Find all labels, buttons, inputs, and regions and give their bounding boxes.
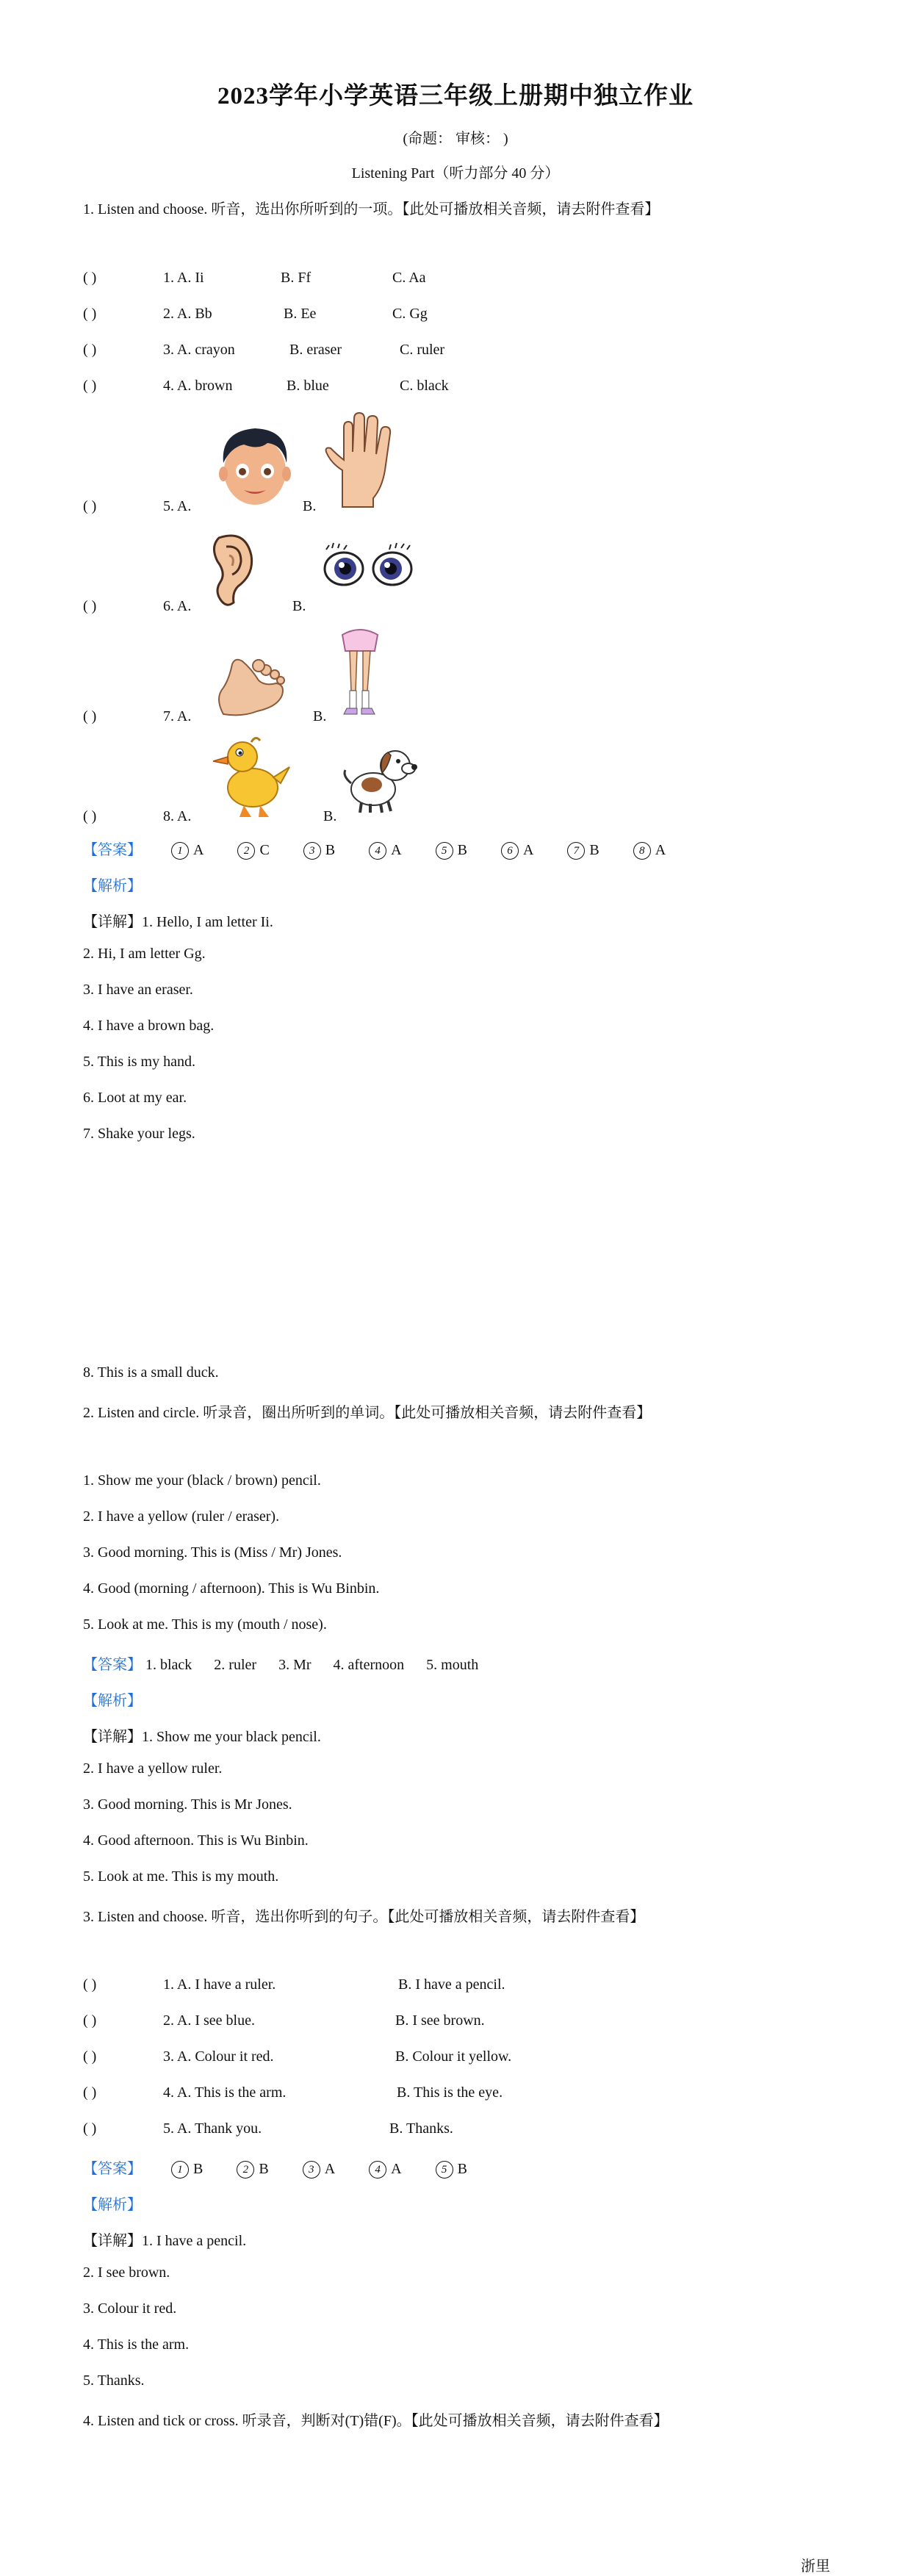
detail-line: 5. Thanks. (83, 2372, 145, 2389)
answer-blank[interactable]: ( ) (83, 378, 97, 394)
foot-icon[interactable] (213, 654, 287, 720)
part2-item: 3. Good morning. This is (Miss / Mr) Jones. (83, 1544, 342, 1561)
answer-4: 4 A (369, 2161, 401, 2179)
part2-item: 4. Good (morning / afternoon). This is Wu Binbin. (83, 1580, 380, 1597)
part2-item: 1. Show me your (black / brown) pencil. (83, 1472, 321, 1489)
part3-option-b: B. Thanks. (389, 2120, 453, 2137)
part3-option-b: B. Colour it yellow. (395, 2048, 512, 2065)
detail-line: 4. This is the arm. (83, 2336, 190, 2353)
detail-line: 8. This is a small duck. (83, 1364, 219, 1381)
dog-icon[interactable] (339, 742, 420, 816)
question-2-option-b: B. Ee (284, 306, 317, 322)
answer-8: 8 A (633, 842, 666, 860)
eyes-icon[interactable] (322, 542, 414, 588)
detail-line: 3. Good morning. This is Mr Jones. (83, 1796, 292, 1813)
detail-line: 3. I have an eraser. (83, 982, 193, 998)
answer-label: 【答案】 (83, 1657, 142, 1673)
question-4-option-a: 4. A. brown (163, 378, 233, 394)
answer-text: 1. black 2. ruler 3. Mr 4. afternoon 5. mouth (145, 1657, 479, 1673)
answer-3: 3 B (303, 842, 335, 860)
answer-blank[interactable]: ( ) (83, 2048, 97, 2065)
detail-line: 3. Colour it red. (83, 2300, 177, 2317)
answer-blank[interactable]: ( ) (83, 2012, 97, 2029)
question-5-option-b: B. (303, 498, 317, 514)
detail-line: 【详解】1. Hello, I am letter Ii. (83, 914, 273, 930)
part4-heading: 4. Listen and tick or cross. 听录音，判断对(T)错(F)。【此处可播放相关音频，请去附件查看】 (83, 2413, 669, 2429)
answer-blank[interactable]: ( ) (83, 2120, 97, 2137)
question-2-option-c: C. Gg (392, 306, 428, 322)
question-8-label: 8. A. (163, 808, 192, 824)
part3-option-a: 2. A. I see blue. (163, 2012, 255, 2029)
answer-7: 7 B (567, 842, 599, 860)
answer-1: 1 B (171, 2161, 203, 2179)
part3-option-a: 4. A. This is the arm. (163, 2084, 287, 2101)
answer-2: 2 C (237, 842, 269, 860)
part3-heading: 3. Listen and choose. 听音，选出你听到的句子。【此处可播放相关音频，请去附件查看】 (83, 1909, 645, 1925)
part3-option-a: 5. A. Thank you. (163, 2120, 262, 2137)
question-4-option-b: B. blue (287, 378, 329, 394)
part3-option-a: 3. A. Colour it red. (163, 2048, 274, 2065)
question-7-option-b: B. (313, 708, 327, 724)
ear-icon[interactable] (204, 529, 259, 610)
answer-blank[interactable]: ( ) (83, 270, 97, 286)
detail-line: 2. I have a yellow ruler. (83, 1760, 223, 1777)
question-3-option-b: B. eraser (289, 342, 342, 358)
answer-blank[interactable]: ( ) (83, 708, 97, 724)
answer-5: 5 B (436, 2161, 467, 2179)
detail-line: 4. Good afternoon. This is Wu Binbin. (83, 1832, 309, 1849)
answer-1: 1 A (171, 842, 204, 860)
section-title: Listening Part（听力部分 40 分） (351, 165, 560, 181)
part3-option-b: B. I see brown. (395, 2012, 485, 2029)
answer-blank[interactable]: ( ) (83, 598, 97, 614)
question-4-option-c: C. black (400, 378, 449, 394)
part2-item: 2. I have a yellow (ruler / eraser). (83, 1508, 280, 1525)
detail-line: 7. Shake your legs. (83, 1126, 195, 1142)
question-1-option-c: C. Aa (392, 270, 426, 286)
detail-line: 【详解】1. I have a pencil. (83, 2233, 247, 2249)
analysis-label: 【解析】 (83, 878, 142, 894)
question-3-option-a: 3. A. crayon (163, 342, 235, 358)
answer-blank[interactable]: ( ) (83, 808, 97, 824)
hand-icon[interactable] (320, 411, 401, 511)
question-6-label: 6. A. (163, 598, 192, 614)
answer-6: 6 A (501, 842, 533, 860)
detail-line: 5. Look at me. This is my mouth. (83, 1868, 279, 1885)
part3-option-a: 1. A. I have a ruler. (163, 1976, 276, 1993)
answer-blank[interactable]: ( ) (83, 2084, 97, 2101)
part1-answers (83, 838, 699, 860)
question-6-option-b: B. (292, 598, 306, 614)
detail-line: 4. I have a brown bag. (83, 1018, 215, 1034)
detail-line: 【详解】1. Show me your black pencil. (83, 1729, 321, 1745)
part2-answers (83, 1652, 478, 1674)
answer-3: 3 A (303, 2161, 335, 2179)
detail-line: 6. Loot at my ear. (83, 1090, 187, 1106)
part3-option-b: B. I have a pencil. (398, 1976, 505, 1993)
page-title: 2023学年小学英语三年级上册期中独立作业 (217, 83, 694, 109)
answer-blank[interactable]: ( ) (83, 498, 97, 514)
answer-label: 【答案】 (83, 2161, 142, 2177)
duck-icon[interactable] (207, 732, 292, 820)
question-5-label: 5. A. (163, 498, 192, 514)
detail-line: 2. Hi, I am letter Gg. (83, 946, 206, 962)
answer-label: 【答案】 (83, 842, 142, 858)
part3-option-b: B. This is the eye. (397, 2084, 503, 2101)
answer-blank[interactable]: ( ) (83, 306, 97, 322)
answer-blank[interactable]: ( ) (83, 1976, 97, 1993)
question-3-option-c: C. ruler (400, 342, 445, 358)
footer-text: 浙里 (801, 2558, 830, 2575)
boy-face-icon[interactable] (215, 422, 295, 509)
analysis-label: 【解析】 (83, 1693, 142, 1709)
part3-answers (83, 2156, 501, 2179)
part2-item: 5. Look at me. This is my (mouth / nose). (83, 1616, 327, 1633)
answer-2: 2 B (237, 2161, 268, 2179)
answer-4: 4 A (369, 842, 401, 860)
detail-line: 2. I see brown. (83, 2264, 170, 2281)
question-8-option-b: B. (323, 808, 337, 824)
question-1-option-b: B. Ff (281, 270, 312, 286)
detail-line: 5. This is my hand. (83, 1054, 195, 1070)
answer-5: 5 B (436, 842, 467, 860)
part1-heading: 1. Listen and choose. 听音，选出你所听到的一项。【此处可播放相关音频，请去附件查看】 (83, 201, 660, 217)
meta-line: (命题： 审核： ) (403, 131, 508, 147)
analysis-label: 【解析】 (83, 2197, 142, 2213)
part2-heading: 2. Listen and circle. 听录音，圈出所听到的单词。【此处可播放相关音频，请去附件查看】 (83, 1405, 652, 1421)
question-2-option-a: 2. A. Bb (163, 306, 212, 322)
leg-icon[interactable] (338, 625, 382, 720)
answer-blank[interactable]: ( ) (83, 342, 97, 358)
question-1-option-a: 1. A. Ii (163, 270, 204, 286)
question-7-label: 7. A. (163, 708, 192, 724)
